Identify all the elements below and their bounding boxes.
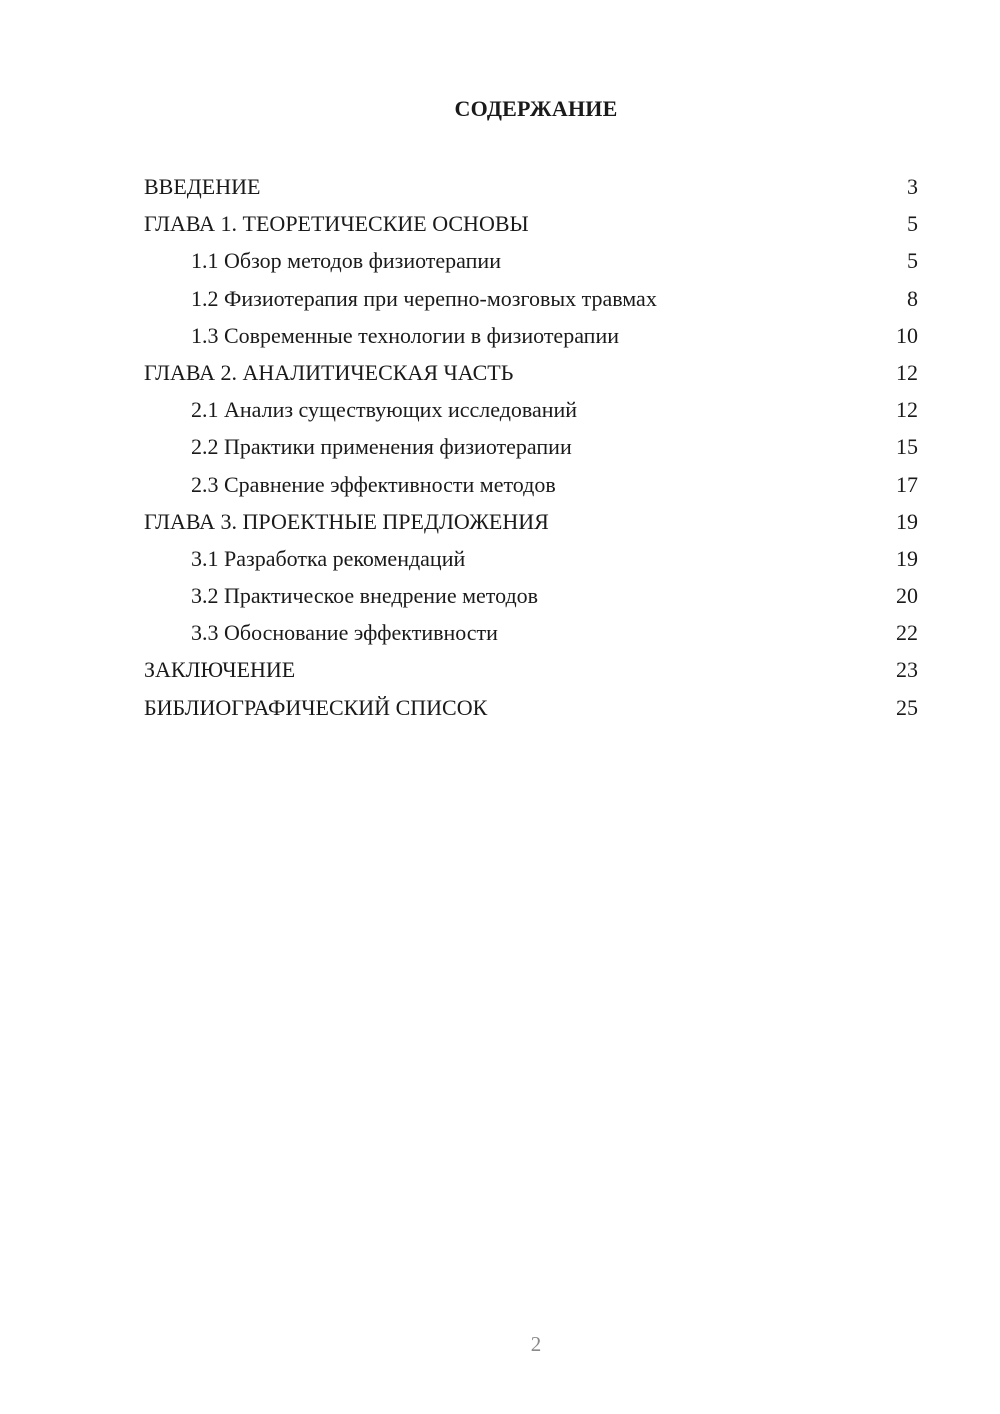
toc-entry-title: ВВЕДЕНИЕ xyxy=(144,174,261,199)
toc-entry-title: ГЛАВА 1. ТЕОРЕТИЧЕСКИЕ ОСНОВЫ xyxy=(144,211,529,237)
toc-subentry-title: 1.2 Физиотерапия при черепно-мозговых травмах xyxy=(191,285,657,311)
toc-entry-page: 3 xyxy=(907,174,918,199)
toc-entry xyxy=(144,168,918,205)
toc-title: СОДЕРЖАНИЕ xyxy=(454,96,618,121)
toc-subentry xyxy=(144,428,918,465)
toc-subentry-title: 1.1 Обзор методов физиотерапии xyxy=(191,248,501,274)
toc-entry-title: ГЛАВА 3. ПРОЕКТНЫЕ ПРЕДЛОЖЕНИЯ xyxy=(144,508,549,534)
toc-subentry xyxy=(144,466,918,503)
toc-subentry-page: 17 xyxy=(896,471,918,497)
toc-subentry xyxy=(144,391,918,428)
toc-subentry-page: 19 xyxy=(896,545,918,571)
toc-subentry-title: 3.3 Обоснование эффективности xyxy=(191,620,498,646)
toc-entry xyxy=(144,503,918,540)
toc-entry xyxy=(144,205,918,242)
toc-entry-page: 23 xyxy=(896,657,918,683)
toc-subentry-page: 5 xyxy=(907,248,918,274)
toc-subentry-title: 1.3 Современные технологии в физиотерапии xyxy=(191,322,619,348)
toc-entry-page: 25 xyxy=(896,694,918,720)
toc-subentry-page: 8 xyxy=(907,285,918,311)
toc-entry xyxy=(144,354,918,391)
toc-subentry-title: 3.1 Разработка рекомендаций xyxy=(191,545,466,571)
toc-subentry-page: 15 xyxy=(896,434,918,460)
toc-subentry-page: 22 xyxy=(896,620,918,646)
toc-subentry xyxy=(144,280,918,317)
toc-entry xyxy=(144,689,918,726)
toc-entry-title: ГЛАВА 2. АНАЛИТИЧЕСКАЯ ЧАСТЬ xyxy=(144,359,514,385)
toc-subentry-title: 2.1 Анализ существующих исследований xyxy=(191,397,578,423)
toc-subentry-page: 12 xyxy=(896,397,918,423)
toc-entry xyxy=(144,651,918,688)
toc-subentry xyxy=(144,577,918,614)
toc-entry-page: 5 xyxy=(907,211,918,237)
toc-entry-page: 12 xyxy=(896,359,918,385)
toc-subentry xyxy=(144,242,918,279)
toc-entry-title: ЗАКЛЮЧЕНИЕ xyxy=(144,657,296,683)
toc-subentry-page: 10 xyxy=(896,322,918,348)
toc-entry-page: 19 xyxy=(896,508,918,534)
toc-subentry-page: 20 xyxy=(896,583,918,609)
toc-subentry-title: 3.2 Практическое внедрение методов xyxy=(191,583,539,609)
toc-subentry-title: 2.3 Сравнение эффективности методов xyxy=(191,471,556,497)
toc-subentry-title: 2.2 Практики применения физиотерапии xyxy=(191,434,572,460)
toc-subentry xyxy=(144,317,918,354)
toc-subentry xyxy=(144,540,918,577)
toc-subentry xyxy=(144,614,918,651)
table-of-contents xyxy=(144,168,918,726)
toc-entry-title: БИБЛИОГРАФИЧЕСКИЙ СПИСОК xyxy=(144,694,488,720)
page-number: 2 xyxy=(530,1332,542,1356)
